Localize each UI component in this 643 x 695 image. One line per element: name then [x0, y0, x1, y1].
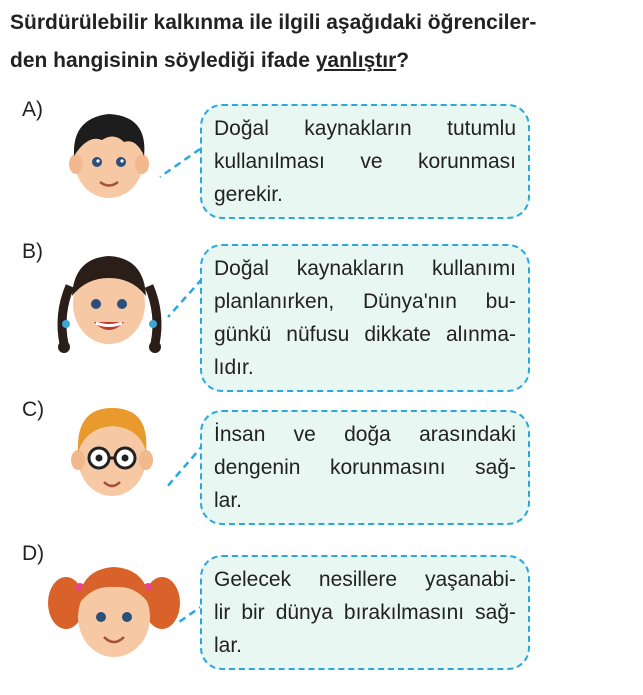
- question-highlight: yanlıştır: [315, 49, 397, 72]
- boy-face-icon: [64, 104, 154, 204]
- option-c-label[interactable]: C): [22, 398, 45, 421]
- boy-glasses-face-icon: [66, 402, 158, 504]
- option-b-bubble[interactable]: Doğal kaynakların kullanımı planlanırken, Dünya'nın bu- günkü nüfusu dikkate alınma- lıdır.: [200, 244, 530, 392]
- girl-braids-face-icon: [52, 244, 167, 362]
- option-d-bubble[interactable]: Gelecek nesillere yaşanabi- lir bir dünya bırakılmasını sağ- lar.: [200, 555, 530, 670]
- option-c-bubble[interactable]: İnsan ve doğa arasındaki dengenin korunmasını sağ- lar.: [200, 410, 530, 525]
- question-line-2: den hangisinin söylediği ifade yanlıştır?: [10, 49, 410, 72]
- girl-pigtails-face-icon: [44, 555, 184, 670]
- option-d-label[interactable]: D): [22, 542, 45, 565]
- option-a-bubble[interactable]: Doğal kaynakların tutumlu kullanılması ve korunması gerekir.: [200, 104, 530, 219]
- question-line-1: Sürdürülebilir kalkınma ile ilgili aşağıdaki öğrenciler-: [10, 11, 537, 34]
- speech-tail: [150, 145, 205, 185]
- question-text: [10, 4, 640, 80]
- option-a-label[interactable]: A): [22, 98, 43, 121]
- option-b-label[interactable]: B): [22, 240, 43, 263]
